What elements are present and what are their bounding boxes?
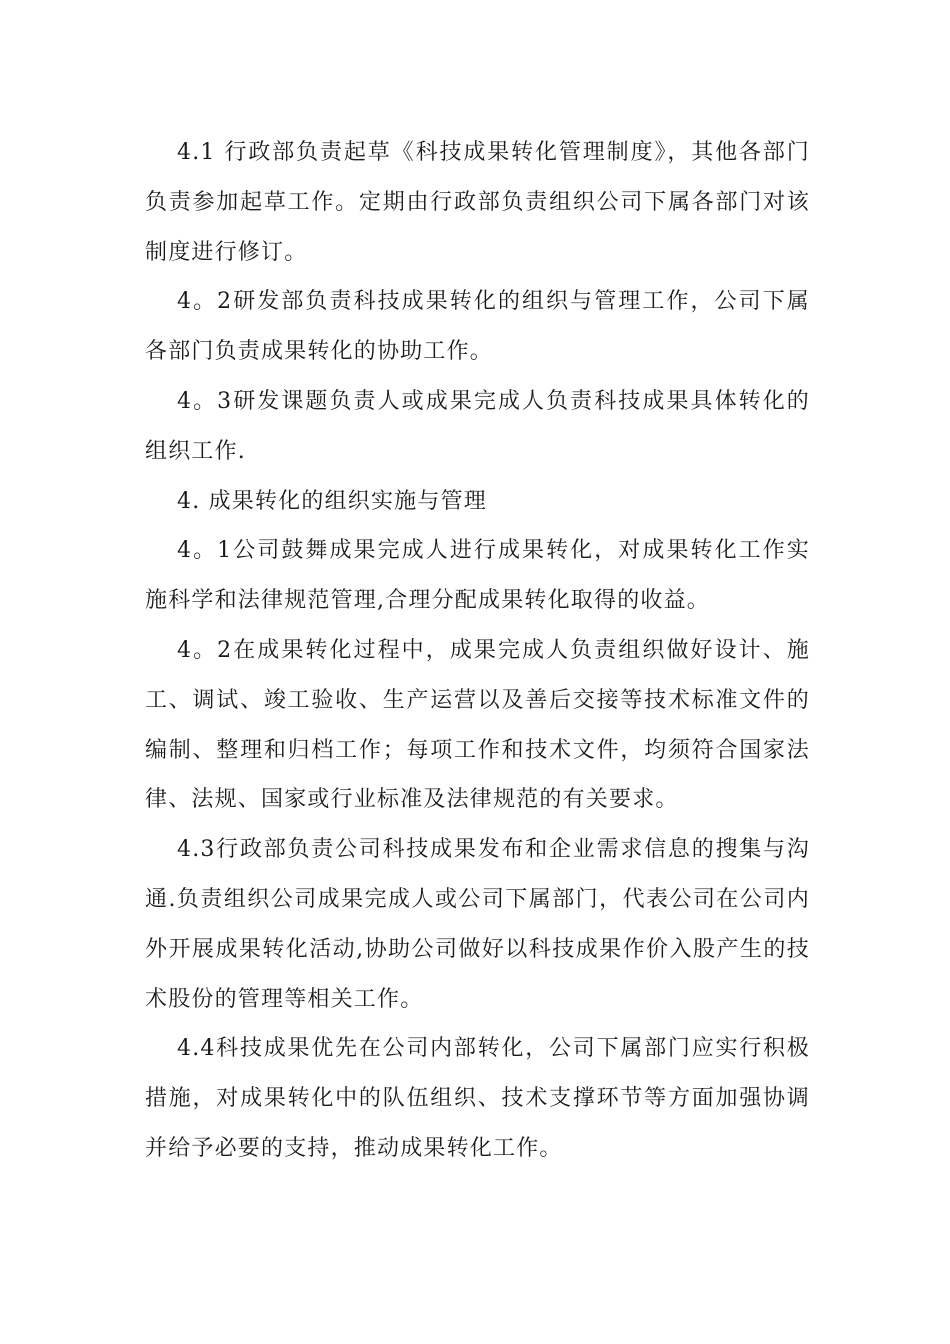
- paragraph-4-1-drafting: 4.1 行政部负责起草《科技成果转化管理制度》，其他各部门负责参加起草工作。定期由行政部负责组织公司下属各部门对该制度进行修订。: [145, 140, 810, 265]
- paragraph-4-1-encouragement: 4。1公司鼓舞成果完成人进行成果转化，对成果转化工作实施科学和法律规范管理,合理分配成果转化取得的收益。: [145, 538, 810, 614]
- document-body: [145, 128, 810, 1174]
- section-heading-implementation: 4. 成果转化的组织实施与管理: [177, 488, 487, 514]
- paragraph-4-2-conversion-process: 4。2在成果转化过程中，成果完成人负责组织做好设计、施工、调试、竣工验收、生产运营以及善后交接等技术标准文件的编制、整理和归档工作；每项工作和技术文件，均须符合国家法律、法规、国家或行业标准及法律规范的有关要求。: [145, 637, 810, 813]
- paragraph-4-3-admin-department: 4.3行政部负责公司科技成果发布和企业需求信息的搜集与沟通.负责组织公司成果完成人或公司下属部门，代表公司在公司内外开展成果转化活动,协助公司做好以科技成果作价入股产生的技术股份的管理等相关工作。: [145, 837, 810, 1012]
- paragraph-4-2-rd-department: 4。2研发部负责科技成果转化的组织与管理工作，公司下属各部门负责成果转化的协助工作。: [145, 289, 810, 365]
- paragraph-4-4-internal-conversion: 4.4科技成果优先在公司内部转化，公司下属部门应实行积极措施，对成果转化中的队伍组织、技术支撑环节等方面加强协调并给予必要的支持，推动成果转化工作。: [145, 1036, 810, 1161]
- paragraph-4-3-project-lead: 4。3研发课题负责人或成果完成人负责科技成果具体转化的组织工作.: [145, 388, 810, 464]
